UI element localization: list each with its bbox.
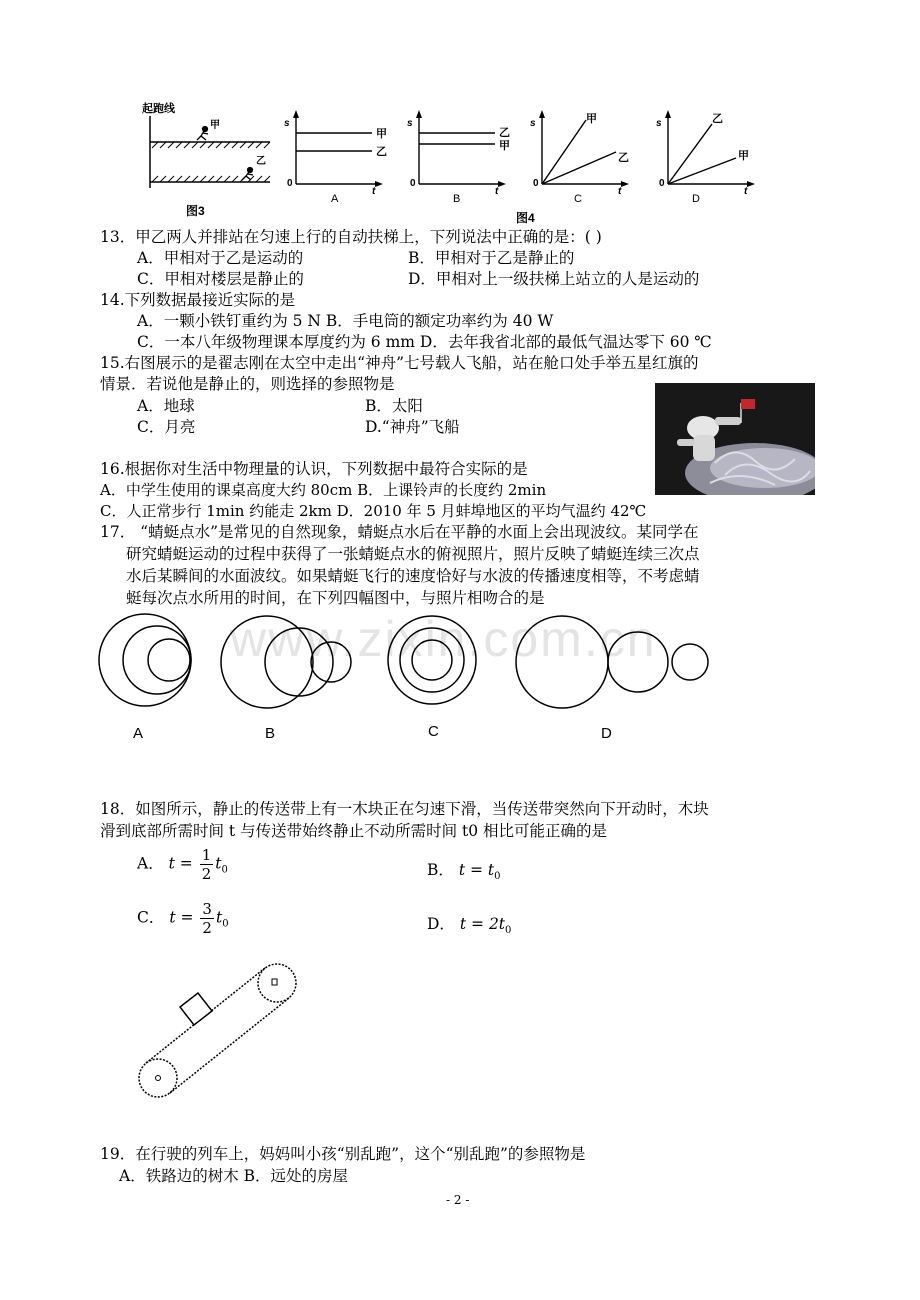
q17-line3: 水后某瞬间的水面波纹。如果蜻蜓飞行的速度恰好与水波的传播速度相等，不考虑蜻	[126, 567, 700, 585]
svg-text:乙: 乙	[712, 113, 723, 125]
q18-option-a: A． t = $\frac{1}{2}$ $t_0$	[137, 846, 228, 883]
q15-option-d: D.“神舟”飞船	[365, 418, 460, 436]
runner-jia-label: 甲	[210, 120, 220, 131]
ripple-label-a: A	[133, 725, 144, 742]
ripple-label-b: B	[265, 725, 276, 742]
ripple-option-d	[516, 616, 708, 708]
svg-text:s: s	[530, 118, 536, 129]
q18-line1: 18．如图所示，静止的传送带上有一木块正在匀速下滑，当传送带突然向下开动时，木块	[100, 800, 709, 818]
svg-text:甲: 甲	[376, 128, 387, 140]
st-graph-c	[530, 110, 629, 205]
ripple-option-b	[221, 616, 351, 708]
svg-text:甲: 甲	[586, 113, 597, 125]
q13-option-b: B．甲相对于乙是静止的	[408, 249, 575, 267]
svg-text:0: 0	[287, 178, 293, 189]
svg-text:t: t	[744, 186, 748, 197]
wooden-block	[180, 993, 212, 1025]
svg-text:s: s	[284, 118, 290, 129]
figure-4-caption: 图4	[516, 211, 535, 225]
ripple-figures	[95, 610, 715, 750]
q15-option-a: A．地球	[137, 397, 195, 415]
svg-text:0: 0	[659, 178, 665, 189]
q14-options-cd: C．一本八年级物理课本厚度约为 6 mm D．去年我省北部的最低气温达零下 60 ℃	[137, 333, 712, 351]
q15-option-b: B．太阳	[365, 397, 423, 415]
st-graph-d	[656, 110, 755, 205]
svg-text:乙: 乙	[499, 127, 510, 139]
q15-option-c: C．月亮	[137, 418, 196, 436]
svg-text:乙: 乙	[618, 152, 629, 164]
q19-stem: 19．在行驶的列车上，妈妈叫小孩“别乱跑”，这个“别乱跑”的参照物是	[100, 1145, 586, 1163]
figure-3	[140, 98, 280, 223]
svg-text:s: s	[407, 118, 413, 129]
svg-text:甲: 甲	[738, 150, 749, 162]
q13-stem: 13．甲乙两人并排站在匀速上行的自动扶梯上，下列说法中正确的是：( )	[100, 228, 602, 246]
svg-text:t: t	[618, 186, 622, 197]
runner-jia-icon	[197, 127, 208, 141]
svg-text:C: C	[574, 193, 582, 205]
runner-yi-label: 乙	[256, 156, 266, 167]
page-number: - 2 -	[446, 1193, 470, 1207]
ripple-label-c: C	[428, 723, 439, 740]
q13-option-c: C．甲相对楼层是静止的	[137, 270, 304, 288]
q16-options-ab: A．中学生使用的课桌高度大约 80cm B．上课铃声的长度约 2min	[100, 481, 547, 499]
ripple-option-c	[388, 616, 476, 704]
q16-stem: 16.根据你对生活中物理量的认识，下列数据中最符合实际的是	[100, 460, 528, 478]
ripple-label-d: D	[601, 725, 612, 742]
figure-3-caption: 图3	[186, 204, 205, 218]
svg-text:s: s	[656, 118, 662, 129]
q14-stem: 14.下列数据最接近实际的是	[100, 291, 296, 309]
q18-option-d: D． $t = 2t_0$	[427, 915, 512, 937]
svg-text:B: B	[453, 193, 461, 205]
conveyor-belt-diagram	[130, 960, 310, 1105]
q18-option-c: C． t = $\frac{3}{2}$ $t_0$	[137, 900, 229, 937]
svg-text:甲: 甲	[499, 140, 510, 152]
q19-options: A．铁路边的树木 B．远处的房屋	[119, 1167, 349, 1185]
st-graph-b	[407, 110, 510, 205]
svg-text:t: t	[372, 186, 376, 197]
watermark: www.zixin.com.cn	[230, 611, 657, 667]
st-graph-a	[284, 110, 387, 205]
ripple-option-a	[99, 614, 191, 706]
figure-4	[280, 98, 770, 226]
svg-text:0: 0	[410, 178, 416, 189]
q18-option-b: B． $t = t_0$	[427, 861, 501, 883]
start-line-label: 起跑线	[142, 103, 175, 115]
svg-text:A: A	[331, 193, 339, 205]
svg-text:0: 0	[533, 178, 539, 189]
q13-option-d: D．甲相对上一级扶梯上站立的人是运动的	[408, 270, 700, 288]
svg-text:乙: 乙	[376, 146, 387, 158]
q15-stem-line1: 15.右图展示的是翟志刚在太空中走出“神舟”七号载人飞船，站在舱口处手举五星红旗的	[100, 354, 699, 372]
q17-line4: 蜓每次点水所用的时间，在下列四幅图中，与照片相吻合的是	[126, 589, 545, 607]
q17-line2: 研究蜻蜓运动的过程中获得了一张蜻蜓点水的俯视照片，照片反映了蜻蜓连续三次点	[126, 545, 700, 563]
q16-options-cd: C．人正常步行 1min 约能走 2km D．2010 年 5 月蚌埠地区的平均气温约 42℃	[100, 502, 647, 520]
q15-stem-line2: 情景．若说他是静止的，则选择的参照物是	[100, 375, 395, 393]
q14-options-ab: A．一颗小铁钉重约为 5 N B．手电筒的额定功率约为 40 W	[137, 312, 554, 330]
q13-option-a: A．甲相对于乙是运动的	[137, 249, 304, 267]
astronaut-photo	[655, 383, 815, 495]
q17-line1: 17． “蜻蜓点水”是常见的自然现象，蜻蜓点水后在平静的水面上会出现波纹。某同学在	[100, 523, 699, 541]
svg-text:t: t	[495, 186, 499, 197]
q18-line2: 滑到底部所需时间 t 与传送带始终静止不动所需时间 t0 相比可能正确的是	[100, 822, 608, 840]
svg-text:D: D	[692, 193, 700, 205]
